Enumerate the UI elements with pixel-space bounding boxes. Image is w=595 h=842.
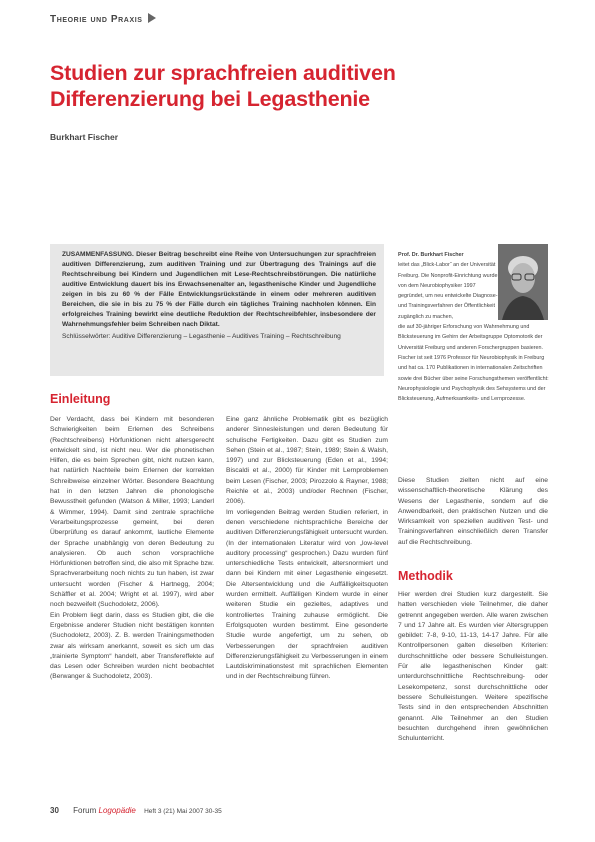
triangle-arrow-icon xyxy=(148,13,156,23)
page-number: 30 xyxy=(50,806,59,815)
section-label: Theorie und Praxis xyxy=(50,14,143,25)
section-header xyxy=(50,13,156,25)
title-line-1: Studien zur sprachfreien auditiven xyxy=(50,61,396,85)
column-3-intro xyxy=(398,476,548,548)
column-1 xyxy=(50,415,214,683)
bio-name: Prof. Dr. Burkhart Fischer xyxy=(398,252,464,258)
einleitung-paragraph-1: Der Verdacht, dass bei Kindern mit besonderen Schwierigkeiten beim Erlernen des Schreibens (Rechtschreibens) Hörfunktionen nicht altersgerecht entwickelt sind, ist nicht neu. Wer die phonetischen Hilfen, die es beim Sprechen gibt, nicht nutzen kann, hat natürlich Nachteile beim Erlernen der korrekten Schreibweise einzelner Wörter. Besondere Beachtung hat in den letzten Jahren die phonologische Bewusstheit gefunden (Watson & Miller, 1993; Landerl & Wimmer, 1994). Damit sind zentrale sprachliche Verarbeitungsprozesse gemeint, bei deren Überprüfung es darauf ankommt, lautliche Elemente der Sprache unabhängig von deren Bedeutung zu analysieren. Ob auch schon vorsprachliche Hörfunktionen betroffen sind, die also mit Sprache bzw. Sprachverarbeitung noch nichts zu tun haben, ist zwar untersucht worden (Fischer & Hartnegg, 2004; Schäffler et al. 2004; Wright et al. 1997), wird aber noch bezweifelt (Suchodoletz, 2006). xyxy=(50,416,214,609)
column-3-methodik xyxy=(398,590,548,744)
journal-forum: Forum xyxy=(73,806,97,815)
heading-einleitung: Einleitung xyxy=(50,392,111,406)
abstract-box xyxy=(50,244,384,376)
column-3-paragraph: Diese Studien zielten nicht auf eine wissenschaftlich-theoretische Klärung des Wesens der Legasthenie, sondern auf die Anwendbarkeit, den praktischen Nutzen und die Wirksamkeit von speziellen auditiven Test- und Trainingsverfahren einschließlich deren Transfer auf die Rechtschreibung. xyxy=(398,477,548,546)
author-name: Burkhart Fischer xyxy=(50,132,119,142)
keywords: Schlüsselwörter: Auditive Differenzierung – Legasthenie – Auditives Training – Rechtschreibung xyxy=(62,333,341,340)
heading-methodik: Methodik xyxy=(398,569,453,583)
bio-text-bottom: die auf 30-jähriger Erforschung von Wahrnehmung und Blicksteuerung im Gehirn der Arbeitsgruppe Optomotorik der Universität Freiburg und anderen Forschergruppen basieren. Fischer ist seit 1976 Professor für Neurobiophysik in Freiburg und hat ca. 170 Publikationen in internationalen Zeitschriften sowie drei Bücher über seine Forschungsthemen veröffentlicht: Neurophysiologie und Psychophysik des Sehsystems und der Blicksteuerung, Aufmerksamkeits- und Lernprozesse. xyxy=(398,324,549,403)
author-bio xyxy=(398,250,550,404)
column-2 xyxy=(226,415,388,683)
page-footer xyxy=(50,806,222,815)
bio-text-top: leitet das „Blick-Labor“ an der Universität Freiburg. Die Nonprofit-Einrichtung wurde von dem Neurobiophysiker 1997 gegründet, um neu entwickelte Diagnose- und Trainingsverfahren der Öffentlichkeit zugänglich zu machen, xyxy=(398,262,498,320)
title-line-2: Differenzierung bei Legasthenie xyxy=(50,87,370,111)
einleitung-paragraph-2: Ein Problem liegt darin, dass es Studien gibt, die die Ergebnisse anderer Studien nicht bestätigen konnten (Suchodoletz, 2003). Z. B. werden Trainingsmethoden zwar als wirksam anerkannt, soweit es sich um das „trainierte Symptom“ handelt, aber Transfereffekte auf das Lesen oder Schreiben wurden nicht beobachtet (Berwanger & Suchodoletz, 2003). xyxy=(50,611,214,681)
article-title xyxy=(50,60,520,112)
column-2-paragraph-1: Eine ganz ähnliche Problematik gibt es bezüglich anderer Sinnesleistungen und deren Bedeutung für schulische Fertigkeiten. Dazu gibt es Studien zum Sehen (Stein et al., 1987; Stein, 1989; Stein & Walsh, 1997) und zur Blicksteuerung (Eden et al., 1994; Biscaldi et al., 2000) für Kinder mit Lernproblemen beim Lesen (Fischer, 2003; Pirozzolo & Rayner, 1988; Reichle et al., 2003) und/oder Rechnen (Fischer, 2006). xyxy=(226,416,388,506)
column-2-paragraph-2: Im vorliegenden Beitrag werden Studien referiert, in denen verschiedene nichtsprachliche Bereiche der auditiven Differenzierungsfähigkeit untersucht wurden. (In der internationalen Literatur wird von „low-level auditory processing“ gesprochen.) Dazu wurden fünf unterschiedliche Tests entwickelt, altersnormiert und dann bei Kindern mit einer Legasthenie eingesetzt. Die Altersentwicklung und die Auffälligkeitsquoten wurden ermittelt. Auffälligen Kindern wurde in einer weiteren Studie ein gezieltes, adaptives und kontrolliertes Training zuhause ermöglicht. Die Erfolgsquoten wurden bestimmt. Eine gesonderte Studie wurde angefertigt, um zu sehen, ob Verbesserungen der sprachfreien auditiven Differenzierungsfähigkeit zu Verbesserungen in einem Lautdiskriminationstest mit sprachlichen Elementen und in der Rechtschreibung führen. xyxy=(226,508,388,681)
methodik-paragraph: Hier werden drei Studien kurz dargestellt. Sie hatten verschieden viele Teilnehmer, die daher getrennt angegeben werden. Alle waren zwischen 7 und 17 Jahre alt. Es wurden vier Altersgruppen gebildet: 7-8, 9-10, 11-13, 14-17 Jahre. Für alle Kontrollpersonen galten dieselben Kriterien: durchschnittliche oder bessere Schulleistungen. Für alle legasthenischen Kinder galt: unterdurchschnittliche Rechtschreibung- oder Lesekompetenz, sonst durchschnittliche oder bessere Schulleistungen. Weitere spezifische Tests sind in den entsprechenden Abschnitten genannt. Alle Teilnehmer an den Studien besuchten durchgehend ihren gewöhnlichen Schulunterricht. xyxy=(398,591,548,743)
journal-brand: Logopädie xyxy=(98,806,136,815)
issue-info: Heft 3 (21) Mai 2007 30-35 xyxy=(144,808,222,815)
abstract-text: ZUSAMMENFASSUNG. Dieser Beitrag beschreibt eine Reihe von Untersuchungen zur sprachfreien auditiven Differenzierung, zum auditiven Training und zur Übertragung des Trainings auf die Rechtschreibung bei Kindern und Jugendlichen mit Lese-Rechtschreibstörungen. Die natürliche auditive Entwicklung dauert bis ins Erwachsenenalter an, legasthenische Kinder und Jugendliche zeigen in bis zu 60 % der Fälle Entwicklungsrückstände in einem oder mehreren auditiven Bereichen, die sie in bis zu 75 % der Fälle durch ein tägliches Training nachholen können. Ein erfolgreiches Training bewirkt eine deutliche Reduktion der Rechtschreibfehler, insbesondere der Wahrnehmungsfehler beim Schreiben nach Diktat. xyxy=(62,251,376,328)
